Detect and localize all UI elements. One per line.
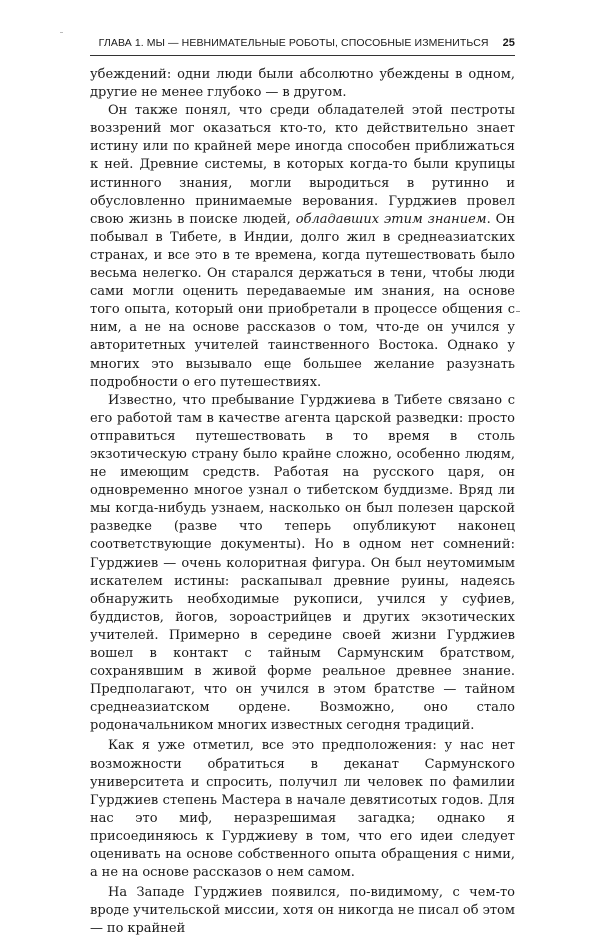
paragraph-3: Известно, что пребывание Гурджиева в Тибете связано с его работой там в качестве агента царской разведки: просто отправиться путешествовать в то время в столь экзотическую страну было крайне сложно, особенно людям, не имеющим средств. Работая на русского царя, он одновременно многое узнал о тибетском буддизме. Вряд ли мы когда-нибудь узнаем, насколько он был полезен царской разведке (разве что теперь опубликуют наконец соответствующие документы). Но в одном нет сомнений: Гурджиев — очень колоритная фигура. Он был неутомимым искателем истины: раскапывал древние руины, надеясь обнаружить необходимые рукописи, учился у суфиев, буддистов, йогов, зороастрийцев и других экзотических учителей. Примерно в середине своей жизни Гурджиев вошел в контакт с тайным Сармунским братством, сохранявшим в живой форме реальное древнее знание. Предполагают, что он учился в этом братстве — тайном среднеазиатском ордене. Возможно, оно стало родоначальником многих известных сегодня традиций. — [90, 392, 515, 734]
paragraph-2-emphasis: обладавших этим знанием — [295, 211, 487, 227]
paragraph-4: Как я уже отметил, все это предположения: у нас нет возможности обратиться в деканат Сармунского университета и спросить, получил ли человек по фамилии Гурджиев степень Мастера в начале девятисотых годов. Для нас это миф, неразрешимая загадка; однако я присоединяюсь к Гурджиеву в том, что его идеи следует оценивать на основе собственного опыта обращения с ними, а не на основе рассказов о нем самом. — [90, 738, 515, 881]
running-title: ГЛАВА 1. МЫ — НЕВНИМАТЕЛЬНЫЕ РОБОТЫ, СПОСОБНЫЕ ИЗМЕНИТЬСЯ — [98, 37, 489, 49]
running-header — [90, 34, 515, 52]
paragraph-2 — [90, 102, 515, 392]
paragraph-5: На Западе Гурджиев появился, по-видимому, с чем-то вроде учительской миссии, хотя он никогда не писал об этом — по крайней — [90, 885, 515, 937]
scan-speck — [60, 32, 63, 33]
paragraph-1: убеждений: одни люди были абсолютно убеждены в одном, другие не менее глубоко — в другом. — [90, 67, 515, 101]
paragraph-2-text-a: Он также понял, что среди обладателей этой пестроты воззрений мог оказаться кто-то, кто действительно знает истину или по крайней мере иногда способен приближаться к ней. Древние системы, в которых когда-то были крупицы истинного знания, могли выродиться в рутинно и обусловленно принимаемые верования. Гурджиев провел свою жизнь в поиске людей, — [90, 103, 515, 227]
header-rule — [90, 55, 515, 56]
page-number: 25 — [502, 37, 515, 49]
paragraph-2-text-b: . Он побывал в Тибете, в Индии, долго жил в среднеазиатских странах, и все это в те времена, когда путешествовать было весьма нелегко. Он старался держаться в тени, чтобы люди сами могли оценить передаваемые им знания, на основе того опыта, который они приобретали в процессе общения с ним, а не на основе рассказов о том, что-де он учился у авторитетных учителей таинственного Востока. Однако у многих это вызывало еще большее желание разузнать подробности о его путешествиях. — [90, 211, 515, 390]
body-text — [90, 66, 515, 939]
margin-mark — [516, 311, 520, 312]
